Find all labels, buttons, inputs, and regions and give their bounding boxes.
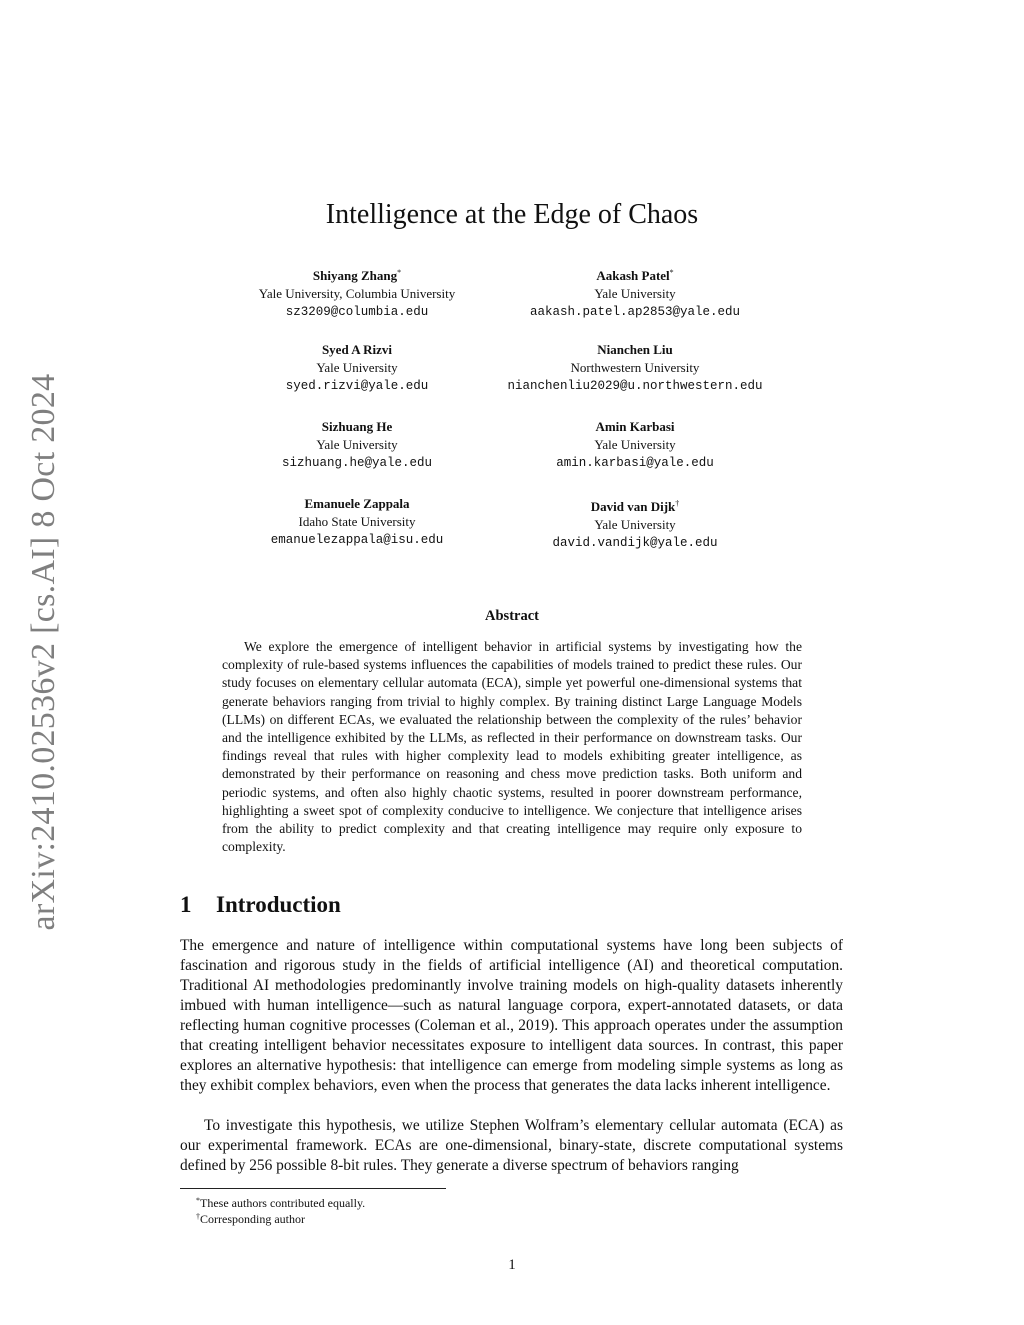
author-name: Aakash Patel* xyxy=(596,268,674,283)
footnote-divider xyxy=(180,1188,446,1189)
author-block xyxy=(465,264,805,321)
author-name: Sizhuang He xyxy=(321,419,393,434)
arxiv-identifier-stamp: arXiv:2410.02536v2 [cs.AI] 8 Oct 2024 xyxy=(25,373,62,931)
author-block xyxy=(465,418,805,472)
section-number: 1 xyxy=(180,892,192,917)
author-name: Emanuele Zappala xyxy=(304,496,410,511)
footnote-text: These authors contributed equally. xyxy=(200,1196,366,1210)
footnote-mark: * xyxy=(196,1196,200,1205)
author-email[interactable]: aakash.patel.ap2853@yale.edu xyxy=(529,305,741,319)
body-paragraph: To investigate this hypothesis, we utilize Stephen Wolfram’s elementary cellular automata (ECA) as our experimental framework. ECAs are one-dimensional, binary-state, discrete computational systems defined by 256 possible 8-bit rules. They generate a diverse spectrum of behaviors ranging xyxy=(180,1117,843,1174)
author-email[interactable]: nianchenliu2029@u.northwestern.edu xyxy=(507,379,763,393)
author-affiliation: Yale University xyxy=(316,360,398,375)
author-affiliation: Northwestern University xyxy=(570,360,700,375)
page-number: 1 xyxy=(508,1257,516,1273)
section-title: Introduction xyxy=(216,892,341,917)
author-email[interactable]: syed.rizvi@yale.edu xyxy=(285,379,429,393)
author-block xyxy=(465,495,805,552)
paper-title: Intelligence at the Edge of Chaos xyxy=(325,199,699,230)
abstract-text: We explore the emergence of intelligent behavior in artificial systems by investigating how the complexity of rule-based systems influences the capabilities of models trained to predict these rules. Our study focuses on elementary cellular automata (ECA), simple yet powerful one-dimensional systems that generate behaviors ranging from trivial to highly complex. By training distinct Large Language Models (LLMs) on different ECAs, we evaluated the relationship between the complexity of the rules’ behavior and the intelligence exhibited by the LLMs, as reflected in their performance on downstream tasks. Our findings reveal that rules with higher complexity lead to models exhibiting greater intelligence, as demonstrated by their performance on reasoning and chess move prediction tasks. Both uniform and periodic systems, and often also highly chaotic systems, resulted in poorer downstream performance, highlighting a sweet spot of complexity conducive to intelligence. We conjecture that intelligence arises from the ability to predict complexity and that creating intelligence may require only exposure to complexity. xyxy=(222,639,802,855)
footnote-text: Corresponding author xyxy=(200,1212,305,1226)
footnote-mark: † xyxy=(196,1212,200,1221)
author-email[interactable]: sz3209@columbia.edu xyxy=(285,305,429,319)
section-heading xyxy=(180,890,341,920)
author-name: Shiyang Zhang* xyxy=(312,268,402,283)
footnote xyxy=(196,1209,305,1227)
body-paragraph: The emergence and nature of intelligence within computational systems have long been subjects of fascination and rigorous study in the fields of artificial intelligence (AI) and theoretical computation. Traditional AI methodologies predominantly involve training models on high-quality datasets inherently imbued with human intelligence—such as natural language corpora, expert-annotated datasets, or data reflecting human cognitive processes (Coleman et al., 2019). This approach operates under the assumption that creating intelligent behavior necessitates exposure to intelligent data sources. In contrast, this paper explores an alternative hypothesis: that intelligence can emerge from modeling simple systems as long as they exhibit complex behaviors, even when the process that generates the data lacks inherent intelligence. xyxy=(180,937,843,1094)
author-email[interactable]: amin.karbasi@yale.edu xyxy=(556,456,714,470)
author-affiliation: Yale University xyxy=(594,437,676,452)
author-name: Nianchen Liu xyxy=(597,342,673,357)
author-name: Syed A Rizvi xyxy=(321,342,393,357)
author-block xyxy=(465,341,805,395)
author-email[interactable]: emanuelezappala@isu.edu xyxy=(270,533,444,547)
equal-contribution-mark: * xyxy=(397,268,402,277)
equal-contribution-mark: * xyxy=(669,268,674,277)
abstract-heading: Abstract xyxy=(485,608,539,624)
author-affiliation: Yale University, Columbia University xyxy=(258,286,456,301)
author-affiliation: Yale University xyxy=(594,286,676,301)
corresponding-author-mark: † xyxy=(675,499,680,508)
author-affiliation: Idaho State University xyxy=(298,514,416,529)
author-email[interactable]: david.vandijk@yale.edu xyxy=(552,536,718,550)
author-email[interactable]: sizhuang.he@yale.edu xyxy=(281,456,433,470)
author-name: David van Dijk† xyxy=(590,499,680,514)
author-affiliation: Yale University xyxy=(316,437,398,452)
author-name: Amin Karbasi xyxy=(595,419,675,434)
author-affiliation: Yale University xyxy=(594,517,676,532)
